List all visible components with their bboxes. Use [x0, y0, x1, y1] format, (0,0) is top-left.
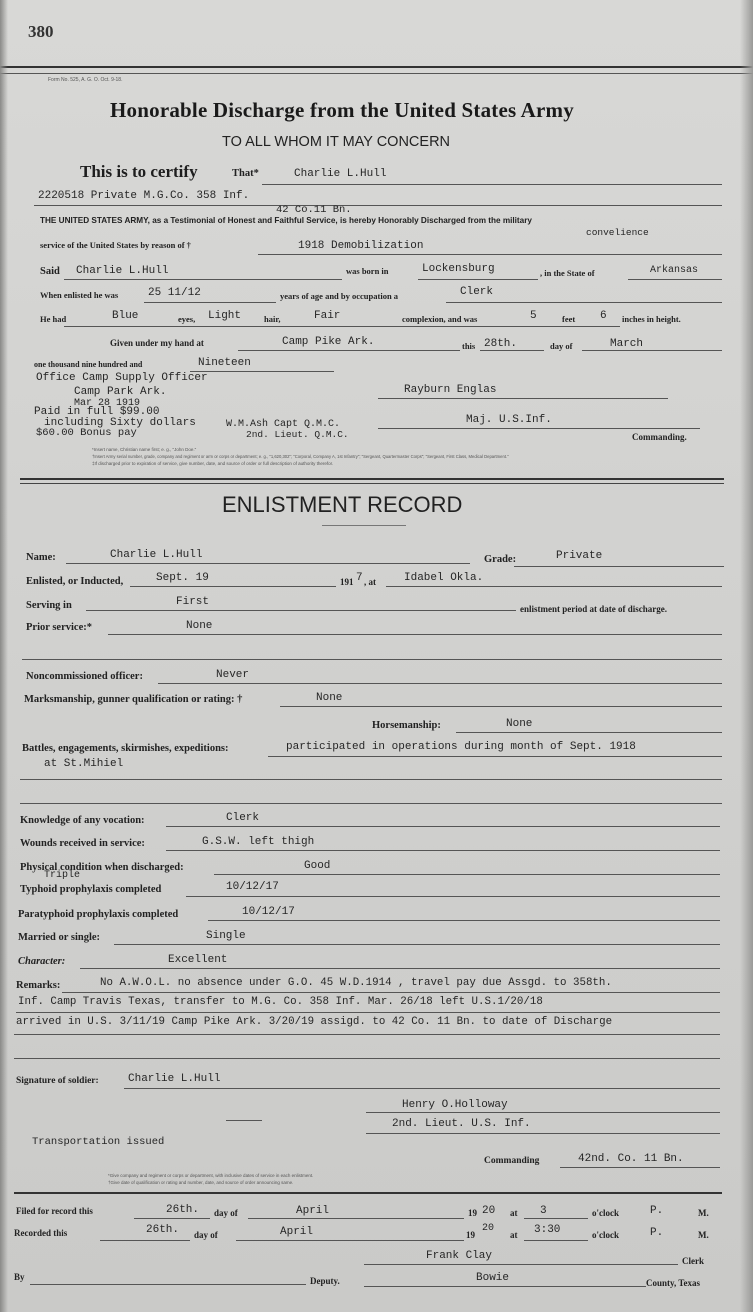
serving-label: Serving in — [26, 600, 72, 611]
battles-label: Battles, engagements, skirmishes, expeditions: — [22, 743, 229, 754]
age-value: 25 11/12 — [148, 287, 201, 299]
testimonial-text: THE UNITED STATES ARMY, as a Testimonial of Honest and Faithful Service, is hereby Honorably Discharged from the military — [40, 216, 532, 225]
clerk-name: Frank Clay — [426, 1250, 493, 1262]
battles-line-1: participated in operations during month of Sept. 1918 — [286, 741, 636, 753]
vocation-label: Knowledge of any vocation: — [20, 815, 145, 826]
this-label: this — [462, 341, 476, 351]
rec-m: M. — [698, 1230, 709, 1240]
section-divider-2 — [20, 483, 724, 484]
complexion-label: complexion, and was — [402, 314, 478, 324]
filed-dayof: day of — [214, 1208, 238, 1218]
horse-label: Horsemanship: — [372, 720, 441, 731]
service-label: service of the United States by reason of † — [40, 240, 191, 250]
hair-value: Light — [208, 310, 242, 322]
unit-line2: 42 Co.11 Bn. — [276, 204, 352, 216]
convenience-note: convelience — [586, 227, 649, 238]
eyes-label: eyes, — [178, 314, 196, 324]
page-right-edge — [740, 0, 753, 1312]
remarks-underline-1 — [62, 992, 720, 993]
married-label: Married or single: — [18, 932, 101, 943]
marks-value: None — [316, 692, 343, 704]
sig-name: Charlie L.Hull — [128, 1073, 221, 1085]
year-prefix: 191 — [340, 577, 354, 587]
occupation-label: years of age and by occupation a — [280, 291, 399, 301]
county-label: County, Texas — [646, 1278, 701, 1288]
commanding-unit: 42nd. Co. 11 Bn. — [578, 1153, 684, 1165]
filed-ampm: P. — [650, 1205, 664, 1217]
horse-value: None — [506, 718, 533, 730]
clerk-ul — [364, 1264, 678, 1265]
feet-value: 5 — [530, 310, 537, 322]
by-ul — [30, 1284, 306, 1285]
recorded-label: Recorded this — [14, 1228, 68, 1238]
serving-underline — [86, 610, 516, 611]
character-underline — [80, 968, 720, 969]
filed-day-ul — [134, 1218, 210, 1219]
given-place: Camp Pike Ark. — [282, 336, 375, 348]
typhoid-underline — [186, 896, 720, 897]
signer-underline — [378, 398, 668, 399]
given-underline — [238, 350, 460, 351]
filed-day: 26th. — [166, 1204, 200, 1216]
paid-by-2: 2nd. Lieut. Q.M.C. — [246, 429, 349, 440]
rec-year-prefix: 19 — [466, 1230, 475, 1240]
office-line: Office Camp Supply Officer — [36, 372, 208, 384]
section-divider — [20, 478, 724, 480]
sig-underline — [124, 1088, 720, 1089]
typhoid-label: Typhoid prophylaxis completed — [20, 884, 162, 895]
occupation-underline — [446, 302, 722, 303]
place-underline — [386, 586, 722, 587]
remarks-underline-2 — [16, 1012, 720, 1013]
including-line: including Sixty dollars — [44, 417, 196, 429]
footnote-1: *Insert name, Christian name first; e. g., "John Doe." — [92, 447, 197, 452]
occupation-value: Clerk — [460, 286, 494, 298]
rec-ampm: P. — [650, 1227, 664, 1239]
remarks-line-2: Inf. Camp Travis Texas, transfer to M.G. Co. 358 Inf. Mar. 26/18 left U.S.1/20/18 — [18, 996, 543, 1008]
commanding-label: Commanding. — [632, 432, 687, 442]
birth-state: Arkansas — [650, 265, 699, 276]
battles-underline — [268, 756, 722, 757]
rec-dayof: day of — [194, 1230, 218, 1240]
footnote-3: ‡If discharged prior to expiration of service, give number, date, and source of order or full description of authority therefor. — [92, 461, 334, 466]
marks-underline — [280, 706, 722, 707]
form-number: Form No. 525, A. G. O. Oct. 9-18. — [48, 77, 123, 83]
county-ul — [364, 1286, 646, 1287]
deputy-label: Deputy. — [310, 1276, 340, 1286]
enlisted-date: Sept. 19 — [156, 572, 209, 584]
recording-divider — [14, 1192, 722, 1194]
said-name: Charlie L.Hull — [76, 265, 169, 277]
top-rule-2 — [0, 73, 753, 74]
page-left-edge — [0, 0, 8, 1312]
battles-line-2: at St.Mihiel — [44, 758, 124, 770]
by-label: By — [14, 1272, 25, 1282]
certify-heading: This is to certify — [80, 162, 198, 181]
year-label: one thousand nine hundred and — [34, 360, 143, 369]
horse-underline — [456, 732, 722, 733]
serial-underline — [34, 205, 722, 206]
serial-rank: 2220518 Private M.G.Co. 358 Inf. — [38, 190, 250, 202]
age-label: When enlisted he was — [40, 290, 119, 300]
top-rule — [0, 66, 753, 68]
filed-oclock: o'clock — [592, 1208, 619, 1218]
enlist-name: Charlie L.Hull — [110, 549, 203, 561]
triple-note: Triple — [44, 870, 81, 881]
nco-underline — [158, 683, 722, 684]
year-underline — [190, 371, 334, 372]
enlist-footnote-b: †Give date of qualification or rating and number, date, and source of order announcing same. — [108, 1180, 294, 1185]
discharge-subtitle: TO ALL WHOM IT MAY CONCERN — [222, 134, 451, 150]
para-value: 10/12/17 — [242, 906, 295, 918]
prior-underline — [108, 634, 722, 635]
given-year: Nineteen — [198, 357, 251, 369]
rec-oclock: o'clock — [592, 1230, 619, 1240]
grade-underline — [514, 566, 724, 567]
remarks-line-3: arrived in U.S. 3/11/19 Camp Pike Ark. 3/20/19 assigd. to 42 Co. 11 Bn. to date of Discharge — [16, 1016, 613, 1028]
remarks-underline-4 — [14, 1058, 720, 1059]
name-underline — [66, 563, 470, 564]
given-day: 28th. — [484, 338, 518, 350]
rec-at: at — [510, 1230, 518, 1240]
clerk-label: Clerk — [682, 1256, 704, 1266]
feet-label: feet — [562, 314, 576, 324]
signer-rank: Maj. U.S.Inf. — [466, 414, 552, 426]
wounds-underline — [166, 850, 720, 851]
page-number: 380 — [28, 22, 54, 41]
born-label: was born in — [346, 266, 389, 276]
birthplace-underline — [418, 279, 538, 280]
commanding-underline — [560, 1167, 720, 1168]
enlisted-label: Enlisted, or Inducted, — [26, 576, 124, 587]
grade-label: Grade: — [484, 554, 517, 565]
day-underline — [480, 350, 544, 351]
enlisted-underline — [130, 586, 336, 587]
given-month: March — [610, 338, 644, 350]
state-underline — [628, 279, 722, 280]
prior-value: None — [186, 620, 213, 632]
county-name: Bowie — [476, 1272, 510, 1284]
sig-label: Signature of soldier: — [16, 1076, 99, 1086]
that-underline — [262, 184, 722, 185]
paid-by: W.M.Ash Capt Q.M.C. — [226, 419, 341, 430]
inches-label: inches in height. — [622, 314, 681, 324]
nco-value: Never — [216, 669, 250, 681]
signer-name: Rayburn Englas — [404, 384, 497, 396]
rank-underline — [378, 428, 700, 429]
that-label: That* — [232, 168, 259, 179]
filed-year-prefix: 19 — [468, 1208, 477, 1218]
month-underline — [582, 350, 722, 351]
said-label: Said — [40, 266, 60, 277]
rec-day: 26th. — [146, 1224, 180, 1236]
filed-at: at — [510, 1208, 518, 1218]
filed-time-ul — [524, 1218, 588, 1219]
enlist-footnote-a: *Give company and regiment or corps or department, with inclusive dates of service in each enlistment. — [108, 1173, 314, 1178]
birthplace: Lockensburg — [422, 263, 495, 275]
said-underline — [64, 279, 342, 280]
rec-year: 20 — [482, 1223, 495, 1234]
given-label: Given under my hand at — [110, 338, 204, 348]
rec-month: April — [280, 1226, 314, 1238]
state-label: , in the State of — [540, 268, 595, 278]
prior-label: Prior service:* — [26, 622, 92, 633]
rec-day-ul — [100, 1240, 190, 1241]
inches-value: 6 — [600, 310, 607, 322]
name-label: Name: — [26, 552, 56, 563]
dayof-label: day of — [550, 341, 573, 351]
para-label: Paratyphoid prophylaxis completed — [18, 909, 179, 920]
character-label: Character: — [18, 956, 66, 967]
remarks-line-1: No A.W.O.L. no absence under G.O. 45 W.D.1914 , travel pay due Assgd. to 358th. — [100, 977, 612, 989]
enlisted-year: 7 — [356, 572, 363, 584]
vocation-underline — [166, 826, 720, 827]
rec-time-ul — [524, 1240, 588, 1241]
eyes-value: Blue — [112, 310, 139, 322]
title-rule — [322, 525, 406, 526]
wounds-label: Wounds received in service: — [20, 838, 145, 849]
officer-underline — [366, 1112, 720, 1113]
character-value: Excellent — [168, 954, 228, 966]
physical-underline — [64, 326, 620, 327]
footnote-2: †Insert Army serial number, grade, company and regiment or arm or corps or department; e. g., "1,620,302"; "Corporal, Company A, 1st Infantry"; "Sergeant, Quartermaster Corps"; "Sergeant, First Class, Medical Department." — [92, 454, 509, 459]
camp-line: Camp Park Ark. — [74, 386, 167, 398]
married-underline — [114, 944, 720, 945]
remarks-underline-3 — [14, 1034, 720, 1035]
soldier-name: Charlie L.Hull — [294, 168, 387, 180]
filed-year: 20 — [482, 1205, 496, 1217]
enlisted-place: Idabel Okla. — [404, 572, 484, 584]
filed-m: M. — [698, 1208, 709, 1218]
discharge-title: Honorable Discharge from the United States Army — [110, 98, 574, 122]
hair-label: hair, — [264, 314, 281, 324]
period-label: enlistment period at date of discharge. — [520, 604, 667, 614]
wounds-value: G.S.W. left thigh — [202, 836, 315, 848]
age-underline — [144, 302, 276, 303]
marks-label: Marksmanship, gunner qualification or rating: † — [24, 694, 243, 705]
paid-line: Paid in full $99.00 — [34, 406, 160, 418]
grade-value: Private — [556, 550, 603, 562]
filed-time: 3 — [540, 1205, 547, 1217]
rec-time: 3:30 — [534, 1224, 561, 1236]
filed-month-ul — [248, 1218, 464, 1219]
discharge-reason: 1918 Demobilization — [298, 240, 424, 252]
married-value: Single — [206, 930, 246, 942]
reason-underline — [258, 254, 722, 255]
rec-month-ul — [236, 1240, 464, 1241]
physical-value: Good — [304, 860, 331, 872]
complexion-value: Fair — [314, 310, 341, 322]
filed-month: April — [296, 1205, 330, 1217]
transport-note: Transportation issued — [32, 1136, 165, 1148]
at-label: , at — [364, 577, 376, 587]
officer-rank: 2nd. Lieut. U.S. Inf. — [392, 1118, 531, 1130]
officer-name: Henry O.Holloway — [402, 1099, 508, 1111]
para-underline — [208, 920, 720, 921]
nco-label: Noncommissioned officer: — [26, 671, 143, 682]
remarks-label: Remarks: — [16, 980, 61, 991]
vocation-value: Clerk — [226, 812, 260, 824]
battles-underline-3 — [20, 803, 722, 804]
physical-underline-2 — [214, 874, 720, 875]
typhoid-value: 10/12/17 — [226, 881, 279, 893]
stamp-date: Mar 28 1919 — [74, 398, 141, 409]
enlistment-title: ENLISTMENT RECORD — [222, 492, 463, 517]
physical-label: Physical condition when discharged: — [20, 862, 184, 873]
transport-dash — [226, 1120, 262, 1121]
serving-value: First — [176, 596, 210, 608]
commanding-label-2: Commanding — [484, 1156, 540, 1166]
filed-label: Filed for record this — [16, 1206, 93, 1216]
battles-underline-2 — [20, 779, 722, 780]
bonus-line: $60.00 Bonus pay — [36, 427, 137, 439]
prior-underline-2 — [22, 659, 722, 660]
hehad-label: He had — [40, 314, 67, 324]
officer-underline-2 — [366, 1133, 720, 1134]
